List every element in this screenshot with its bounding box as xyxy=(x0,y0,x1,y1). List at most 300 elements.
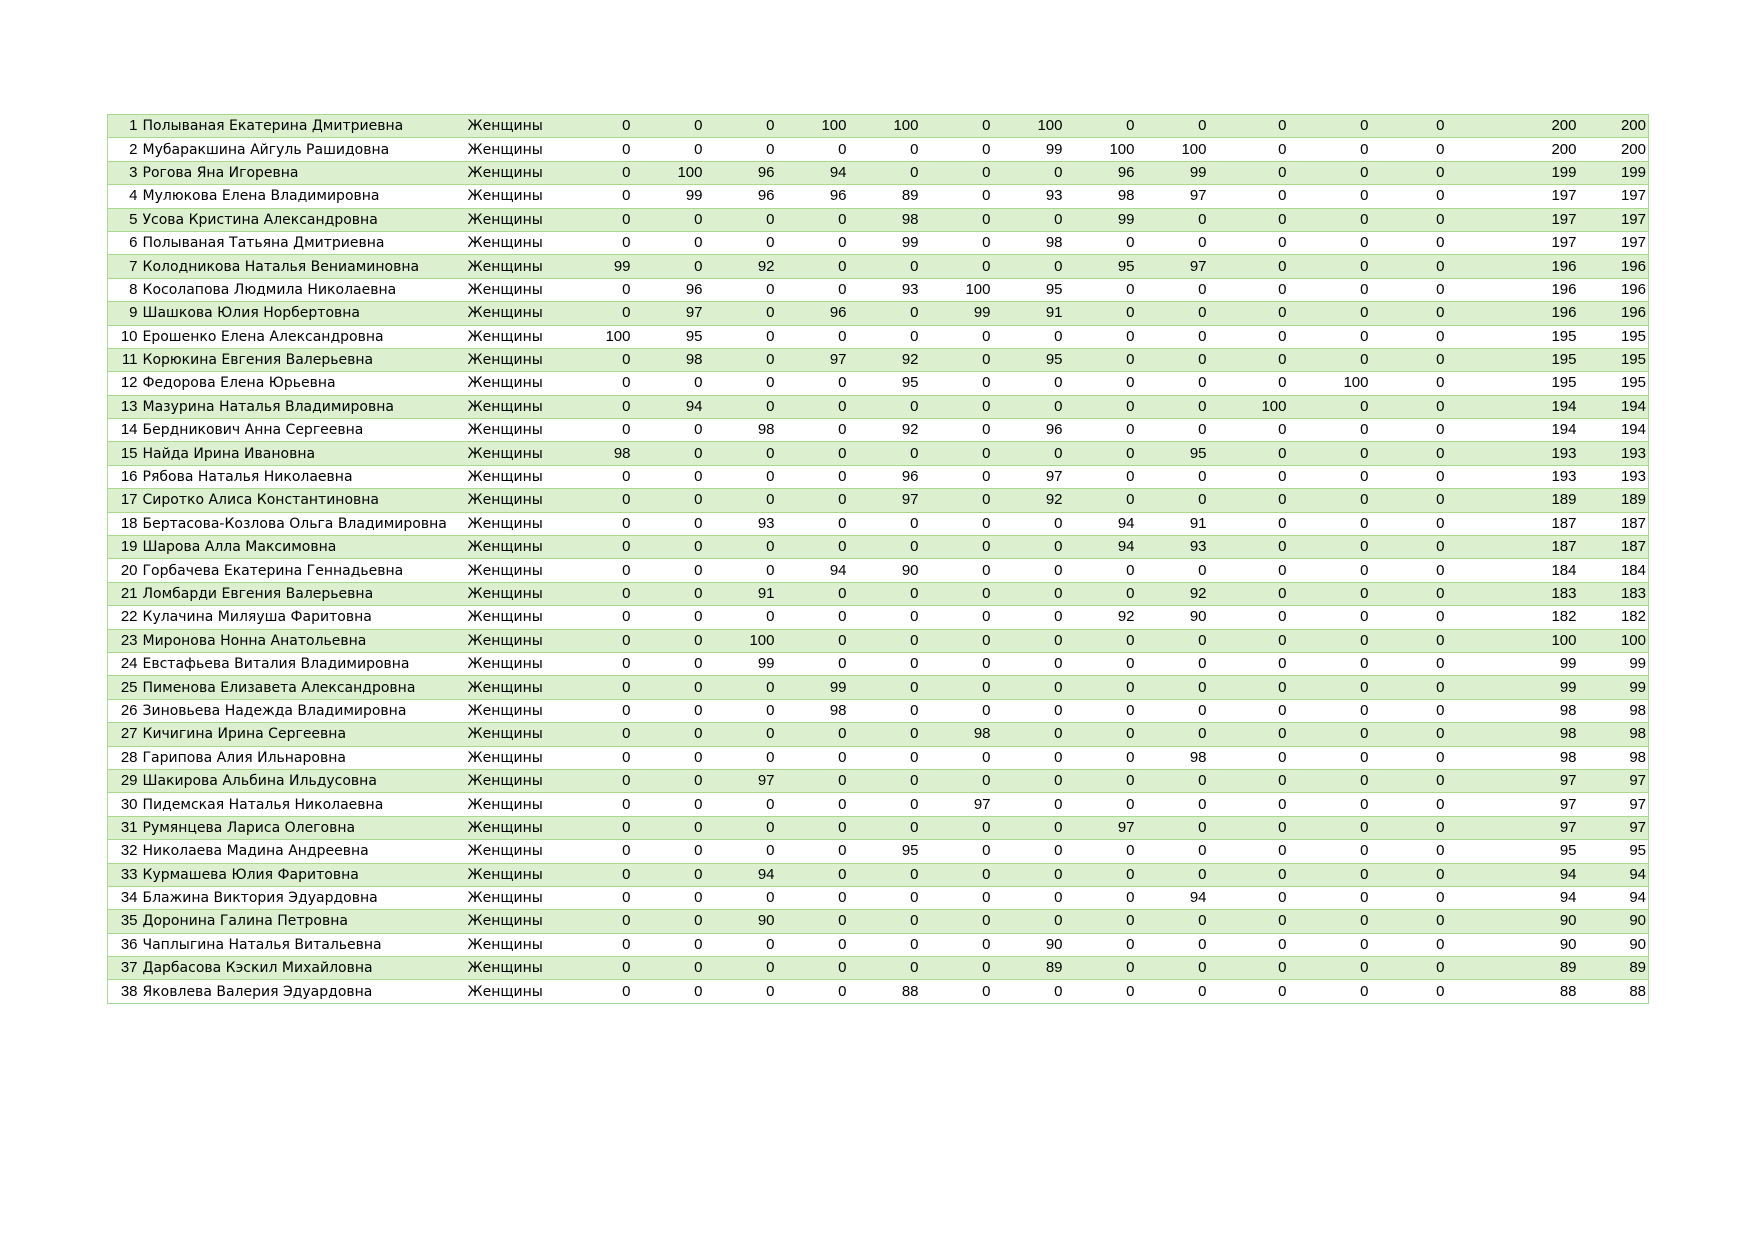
total-cell: 197 xyxy=(1453,231,1585,254)
total-cell: 89 xyxy=(1453,957,1585,980)
rank-cell: 13 xyxy=(108,395,143,418)
score-cell: 0 xyxy=(927,395,999,418)
score-cell: 0 xyxy=(927,582,999,605)
score-cell: 0 xyxy=(1377,231,1453,254)
score-cell: 0 xyxy=(999,559,1071,582)
score-cell: 100 xyxy=(1295,372,1377,395)
name-cell: Корюкина Евгения Валерьевна xyxy=(143,348,456,371)
score-cell: 98 xyxy=(999,231,1071,254)
table-row xyxy=(108,910,1649,933)
score-cell: 0 xyxy=(639,536,711,559)
score-cell: 0 xyxy=(999,161,1071,184)
score-cell: 0 xyxy=(1143,699,1215,722)
score-cell: 0 xyxy=(556,231,639,254)
total-cell: 196 xyxy=(1453,302,1585,325)
score-cell: 0 xyxy=(1143,863,1215,886)
score-cell: 99 xyxy=(1071,208,1143,231)
score-cell: 0 xyxy=(927,348,999,371)
total-cell: 98 xyxy=(1453,746,1585,769)
score-cell: 93 xyxy=(1143,536,1215,559)
score-cell: 0 xyxy=(1143,302,1215,325)
score-cell: 0 xyxy=(1215,208,1295,231)
total-cell: 187 xyxy=(1453,512,1585,535)
rank-cell: 22 xyxy=(108,606,143,629)
category-cell: Женщины xyxy=(456,559,556,582)
score-cell: 0 xyxy=(927,185,999,208)
category-cell: Женщины xyxy=(456,419,556,442)
score-cell: 0 xyxy=(999,652,1071,675)
score-cell: 0 xyxy=(1295,138,1377,161)
score-cell: 0 xyxy=(1377,676,1453,699)
total-cell: 194 xyxy=(1453,419,1585,442)
score-cell: 0 xyxy=(1377,933,1453,956)
score-cell: 0 xyxy=(639,863,711,886)
score-cell: 0 xyxy=(999,980,1071,1003)
table-row xyxy=(108,442,1649,465)
score-cell: 89 xyxy=(999,957,1071,980)
score-cell: 0 xyxy=(1215,512,1295,535)
score-cell: 0 xyxy=(1377,395,1453,418)
score-cell: 0 xyxy=(855,699,927,722)
score-cell: 0 xyxy=(783,980,855,1003)
total-cell: 98 xyxy=(1453,699,1585,722)
score-cell: 0 xyxy=(1295,769,1377,792)
rank-cell: 10 xyxy=(108,325,143,348)
score-cell: 0 xyxy=(783,606,855,629)
score-cell: 0 xyxy=(1215,278,1295,301)
score-cell: 0 xyxy=(927,465,999,488)
score-cell: 0 xyxy=(927,606,999,629)
total-cell: 200 xyxy=(1453,115,1585,138)
name-cell: Косолапова Людмила Николаевна xyxy=(143,278,456,301)
score-cell: 0 xyxy=(639,629,711,652)
score-cell: 97 xyxy=(711,769,783,792)
score-cell: 0 xyxy=(855,793,927,816)
score-cell: 0 xyxy=(1071,910,1143,933)
rank-cell: 29 xyxy=(108,769,143,792)
score-cell: 93 xyxy=(855,278,927,301)
score-cell: 99 xyxy=(639,185,711,208)
score-cell: 0 xyxy=(855,582,927,605)
name-cell: Шакирова Альбина Ильдусовна xyxy=(143,769,456,792)
name-cell: Мулюкова Елена Владимировна xyxy=(143,185,456,208)
score-cell: 0 xyxy=(556,302,639,325)
final-cell: 193 xyxy=(1585,465,1649,488)
final-cell: 189 xyxy=(1585,489,1649,512)
score-cell: 99 xyxy=(927,302,999,325)
category-cell: Женщины xyxy=(456,442,556,465)
rank-cell: 3 xyxy=(108,161,143,184)
table-row xyxy=(108,512,1649,535)
score-cell: 98 xyxy=(639,348,711,371)
score-cell: 0 xyxy=(639,372,711,395)
score-cell: 95 xyxy=(1143,442,1215,465)
category-cell: Женщины xyxy=(456,161,556,184)
score-cell: 0 xyxy=(1377,699,1453,722)
score-cell: 0 xyxy=(1295,793,1377,816)
score-cell: 0 xyxy=(999,512,1071,535)
final-cell: 197 xyxy=(1585,185,1649,208)
score-cell: 0 xyxy=(855,886,927,909)
score-cell: 0 xyxy=(927,536,999,559)
table-row xyxy=(108,629,1649,652)
score-cell: 0 xyxy=(1295,302,1377,325)
score-cell: 0 xyxy=(999,793,1071,816)
final-cell: 98 xyxy=(1585,699,1649,722)
score-cell: 0 xyxy=(1377,910,1453,933)
score-cell: 0 xyxy=(1071,699,1143,722)
name-cell: Мубаракшина Айгуль Рашидовна xyxy=(143,138,456,161)
name-cell: Рогова Яна Игоревна xyxy=(143,161,456,184)
score-cell: 0 xyxy=(1377,115,1453,138)
name-cell: Пименова Елизавета Александровна xyxy=(143,676,456,699)
score-cell: 0 xyxy=(711,302,783,325)
score-cell: 0 xyxy=(1215,465,1295,488)
table-row xyxy=(108,161,1649,184)
score-cell: 0 xyxy=(639,442,711,465)
score-cell: 0 xyxy=(1295,910,1377,933)
score-cell: 0 xyxy=(1215,629,1295,652)
score-cell: 0 xyxy=(1377,582,1453,605)
table-row xyxy=(108,138,1649,161)
final-cell: 94 xyxy=(1585,886,1649,909)
rank-cell: 4 xyxy=(108,185,143,208)
category-cell: Женщины xyxy=(456,910,556,933)
table-row xyxy=(108,582,1649,605)
score-cell: 0 xyxy=(783,910,855,933)
score-cell: 94 xyxy=(783,559,855,582)
score-cell: 0 xyxy=(1377,442,1453,465)
rank-cell: 7 xyxy=(108,255,143,278)
score-cell: 0 xyxy=(1295,115,1377,138)
score-cell: 0 xyxy=(639,559,711,582)
score-cell: 0 xyxy=(783,231,855,254)
score-cell: 0 xyxy=(1143,208,1215,231)
final-cell: 196 xyxy=(1585,302,1649,325)
score-cell: 0 xyxy=(783,933,855,956)
score-cell: 0 xyxy=(855,512,927,535)
score-cell: 0 xyxy=(1071,676,1143,699)
final-cell: 90 xyxy=(1585,910,1649,933)
table-row xyxy=(108,185,1649,208)
score-cell: 0 xyxy=(556,582,639,605)
score-cell: 0 xyxy=(999,746,1071,769)
score-cell: 0 xyxy=(927,746,999,769)
score-cell: 99 xyxy=(999,138,1071,161)
score-cell: 0 xyxy=(1295,652,1377,675)
score-cell: 0 xyxy=(1295,536,1377,559)
score-cell: 0 xyxy=(783,629,855,652)
name-cell: Гарипова Алия Ильнаровна xyxy=(143,746,456,769)
rank-cell: 12 xyxy=(108,372,143,395)
score-cell: 0 xyxy=(556,208,639,231)
score-cell: 0 xyxy=(639,606,711,629)
score-cell: 0 xyxy=(1071,769,1143,792)
score-cell: 0 xyxy=(1071,231,1143,254)
score-cell: 0 xyxy=(855,442,927,465)
score-cell: 0 xyxy=(1295,489,1377,512)
score-cell: 0 xyxy=(1377,840,1453,863)
table-row xyxy=(108,348,1649,371)
total-cell: 195 xyxy=(1453,372,1585,395)
name-cell: Колодникова Наталья Вениаминовна xyxy=(143,255,456,278)
score-cell: 0 xyxy=(711,746,783,769)
score-cell: 0 xyxy=(556,115,639,138)
score-cell: 0 xyxy=(1215,231,1295,254)
score-cell: 95 xyxy=(855,372,927,395)
score-cell: 96 xyxy=(999,419,1071,442)
rank-cell: 17 xyxy=(108,489,143,512)
score-cell: 0 xyxy=(783,652,855,675)
score-cell: 0 xyxy=(1215,138,1295,161)
rank-cell: 26 xyxy=(108,699,143,722)
score-cell: 0 xyxy=(927,816,999,839)
total-cell: 194 xyxy=(1453,395,1585,418)
table-row xyxy=(108,793,1649,816)
score-cell: 0 xyxy=(1071,582,1143,605)
score-cell: 0 xyxy=(927,115,999,138)
score-cell: 0 xyxy=(1143,559,1215,582)
name-cell: Бертасова-Козлова Ольга Владимировна xyxy=(143,512,456,535)
score-cell: 94 xyxy=(639,395,711,418)
score-cell: 0 xyxy=(1377,185,1453,208)
score-cell: 0 xyxy=(927,652,999,675)
score-cell: 0 xyxy=(999,816,1071,839)
score-cell: 0 xyxy=(855,629,927,652)
score-cell: 0 xyxy=(783,372,855,395)
name-cell: Блажина Виктория Эдуардовна xyxy=(143,886,456,909)
score-cell: 0 xyxy=(1143,840,1215,863)
name-cell: Кулачина Миляуша Фаритовна xyxy=(143,606,456,629)
score-cell: 0 xyxy=(1215,325,1295,348)
score-cell: 0 xyxy=(1377,606,1453,629)
score-cell: 0 xyxy=(927,231,999,254)
score-cell: 0 xyxy=(783,489,855,512)
score-cell: 0 xyxy=(927,208,999,231)
score-cell: 0 xyxy=(783,957,855,980)
results-body xyxy=(108,115,1649,1004)
score-cell: 0 xyxy=(1215,442,1295,465)
score-cell: 0 xyxy=(1143,419,1215,442)
score-cell: 0 xyxy=(927,769,999,792)
table-row xyxy=(108,231,1649,254)
total-cell: 195 xyxy=(1453,348,1585,371)
final-cell: 88 xyxy=(1585,980,1649,1003)
score-cell: 0 xyxy=(639,980,711,1003)
total-cell: 97 xyxy=(1453,793,1585,816)
score-cell: 0 xyxy=(783,465,855,488)
rank-cell: 23 xyxy=(108,629,143,652)
final-cell: 182 xyxy=(1585,606,1649,629)
score-cell: 0 xyxy=(1377,161,1453,184)
score-cell: 94 xyxy=(783,161,855,184)
final-cell: 195 xyxy=(1585,372,1649,395)
name-cell: Румянцева Лариса Олеговна xyxy=(143,816,456,839)
score-cell: 0 xyxy=(855,161,927,184)
score-cell: 0 xyxy=(1215,115,1295,138)
score-cell: 0 xyxy=(783,746,855,769)
score-cell: 0 xyxy=(1295,933,1377,956)
score-cell: 0 xyxy=(1215,302,1295,325)
score-cell: 0 xyxy=(927,863,999,886)
score-cell: 0 xyxy=(711,138,783,161)
score-cell: 0 xyxy=(639,419,711,442)
final-cell: 98 xyxy=(1585,723,1649,746)
score-cell: 0 xyxy=(1295,465,1377,488)
name-cell: Ерошенко Елена Александровна xyxy=(143,325,456,348)
score-cell: 0 xyxy=(711,606,783,629)
score-cell: 0 xyxy=(711,793,783,816)
rank-cell: 1 xyxy=(108,115,143,138)
score-cell: 0 xyxy=(1295,816,1377,839)
score-cell: 0 xyxy=(1071,372,1143,395)
category-cell: Женщины xyxy=(456,302,556,325)
score-cell: 99 xyxy=(711,652,783,675)
score-cell: 0 xyxy=(1377,348,1453,371)
category-cell: Женщины xyxy=(456,863,556,886)
score-cell: 0 xyxy=(1143,676,1215,699)
name-cell: Евстафьева Виталия Владимировна xyxy=(143,652,456,675)
score-cell: 0 xyxy=(711,559,783,582)
score-cell: 0 xyxy=(927,629,999,652)
name-cell: Доронина Галина Петровна xyxy=(143,910,456,933)
score-cell: 0 xyxy=(639,231,711,254)
score-cell: 0 xyxy=(639,769,711,792)
score-cell: 0 xyxy=(927,933,999,956)
score-cell: 0 xyxy=(556,980,639,1003)
score-cell: 0 xyxy=(1377,723,1453,746)
final-cell: 94 xyxy=(1585,863,1649,886)
score-cell: 0 xyxy=(639,582,711,605)
category-cell: Женщины xyxy=(456,769,556,792)
score-cell: 0 xyxy=(927,419,999,442)
category-cell: Женщины xyxy=(456,933,556,956)
score-cell: 0 xyxy=(855,957,927,980)
score-cell: 95 xyxy=(639,325,711,348)
score-cell: 96 xyxy=(855,465,927,488)
score-cell: 0 xyxy=(711,699,783,722)
score-cell: 0 xyxy=(1215,723,1295,746)
rank-cell: 11 xyxy=(108,348,143,371)
score-cell: 0 xyxy=(556,699,639,722)
rank-cell: 25 xyxy=(108,676,143,699)
score-cell: 0 xyxy=(855,536,927,559)
score-cell: 0 xyxy=(1295,723,1377,746)
score-cell: 0 xyxy=(783,886,855,909)
score-cell: 0 xyxy=(1215,372,1295,395)
score-cell: 0 xyxy=(927,442,999,465)
score-cell: 97 xyxy=(999,465,1071,488)
score-cell: 94 xyxy=(711,863,783,886)
score-cell: 0 xyxy=(1143,910,1215,933)
name-cell: Мазурина Наталья Владимировна xyxy=(143,395,456,418)
final-cell: 199 xyxy=(1585,161,1649,184)
score-cell: 0 xyxy=(927,512,999,535)
score-cell: 0 xyxy=(1295,442,1377,465)
score-cell: 0 xyxy=(1215,793,1295,816)
category-cell: Женщины xyxy=(456,208,556,231)
score-cell: 0 xyxy=(1143,652,1215,675)
score-cell: 0 xyxy=(1143,395,1215,418)
score-cell: 98 xyxy=(927,723,999,746)
score-cell: 0 xyxy=(999,208,1071,231)
rank-cell: 38 xyxy=(108,980,143,1003)
score-cell: 96 xyxy=(639,278,711,301)
score-cell: 0 xyxy=(1215,863,1295,886)
score-cell: 93 xyxy=(711,512,783,535)
score-cell: 0 xyxy=(999,442,1071,465)
table-row xyxy=(108,723,1649,746)
score-cell: 97 xyxy=(855,489,927,512)
total-cell: 100 xyxy=(1453,629,1585,652)
rank-cell: 30 xyxy=(108,793,143,816)
name-cell: Курмашева Юлия Фаритовна xyxy=(143,863,456,886)
score-cell: 0 xyxy=(1377,302,1453,325)
score-cell: 0 xyxy=(1377,793,1453,816)
score-cell: 0 xyxy=(783,723,855,746)
score-cell: 100 xyxy=(556,325,639,348)
score-cell: 0 xyxy=(639,255,711,278)
score-cell: 0 xyxy=(855,910,927,933)
rank-cell: 24 xyxy=(108,652,143,675)
rank-cell: 15 xyxy=(108,442,143,465)
final-cell: 194 xyxy=(1585,419,1649,442)
score-cell: 0 xyxy=(927,676,999,699)
score-cell: 0 xyxy=(1143,465,1215,488)
table-row xyxy=(108,863,1649,886)
score-cell: 96 xyxy=(1071,161,1143,184)
score-cell: 0 xyxy=(1071,348,1143,371)
score-cell: 0 xyxy=(711,723,783,746)
table-row xyxy=(108,419,1649,442)
score-cell: 95 xyxy=(1071,255,1143,278)
name-cell: Зиновьева Надежда Владимировна xyxy=(143,699,456,722)
score-cell: 0 xyxy=(711,348,783,371)
rank-cell: 28 xyxy=(108,746,143,769)
score-cell: 0 xyxy=(711,395,783,418)
score-cell: 0 xyxy=(1143,980,1215,1003)
rank-cell: 20 xyxy=(108,559,143,582)
score-cell: 0 xyxy=(1143,793,1215,816)
category-cell: Женщины xyxy=(456,372,556,395)
score-cell: 0 xyxy=(999,395,1071,418)
rank-cell: 16 xyxy=(108,465,143,488)
score-cell: 0 xyxy=(556,138,639,161)
category-cell: Женщины xyxy=(456,536,556,559)
score-cell: 0 xyxy=(783,395,855,418)
score-cell: 94 xyxy=(1071,536,1143,559)
score-cell: 0 xyxy=(855,652,927,675)
score-cell: 0 xyxy=(999,886,1071,909)
score-cell: 0 xyxy=(1377,652,1453,675)
score-cell: 0 xyxy=(1377,372,1453,395)
rank-cell: 6 xyxy=(108,231,143,254)
score-cell: 0 xyxy=(999,536,1071,559)
name-cell: Кичигина Ирина Сергеевна xyxy=(143,723,456,746)
table-row xyxy=(108,957,1649,980)
table-row xyxy=(108,676,1649,699)
table-row xyxy=(108,816,1649,839)
rank-cell: 8 xyxy=(108,278,143,301)
category-cell: Женщины xyxy=(456,652,556,675)
score-cell: 0 xyxy=(855,746,927,769)
score-cell: 0 xyxy=(556,348,639,371)
score-cell: 0 xyxy=(783,138,855,161)
score-cell: 0 xyxy=(1215,161,1295,184)
score-cell: 0 xyxy=(1295,840,1377,863)
score-cell: 0 xyxy=(556,559,639,582)
table-row xyxy=(108,255,1649,278)
